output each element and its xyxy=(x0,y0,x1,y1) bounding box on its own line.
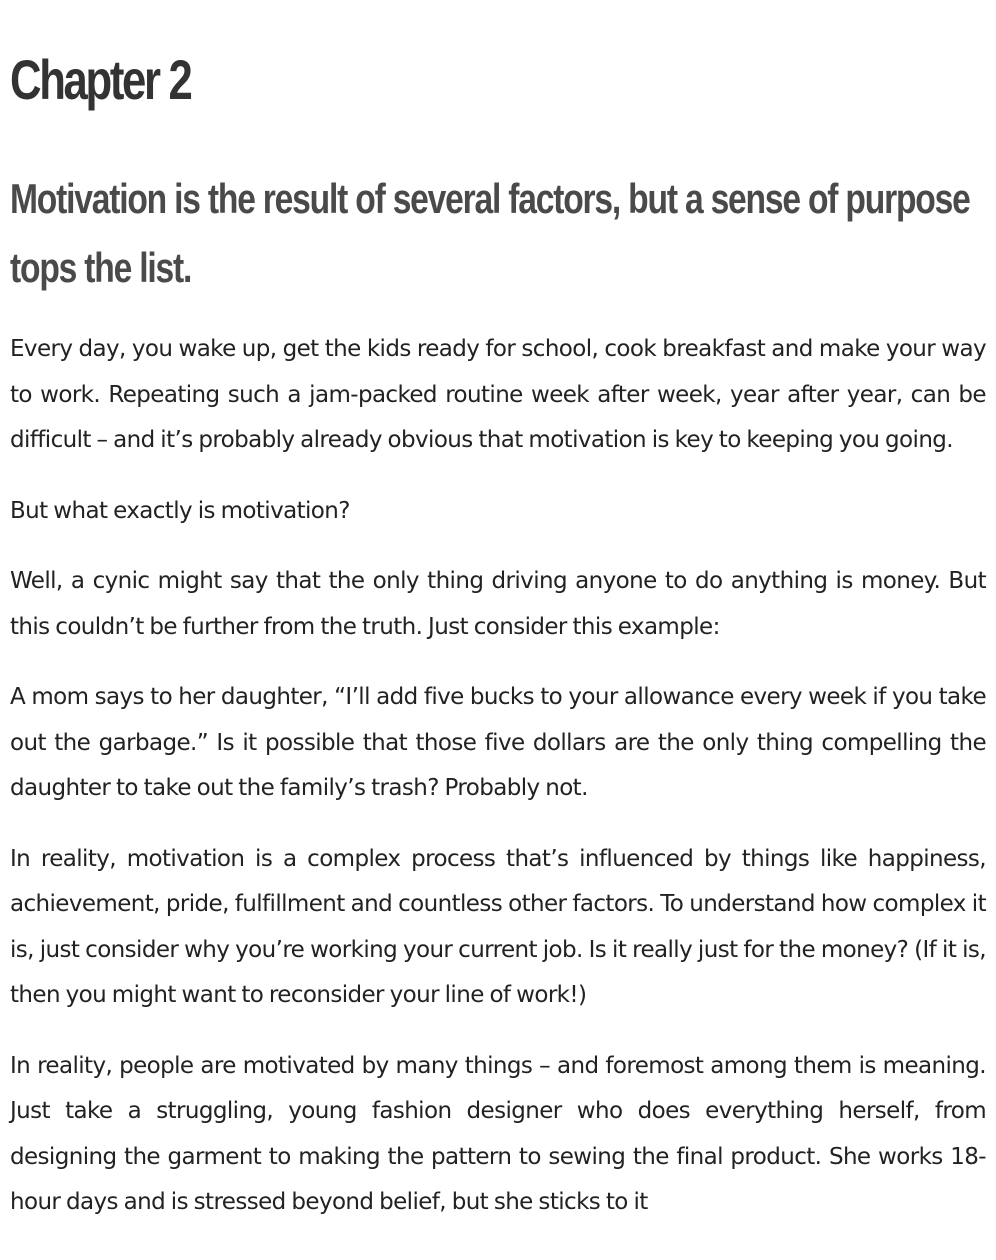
body-text xyxy=(10,327,986,1251)
paragraph: Every day, you wake up, get the kids ready for school, cook breakfast and make your way to work. Repeating such a jam-packed routine week after week, year after year, can be difficult – and it’s probably already obvious that motivation is key to keeping you going. xyxy=(10,336,986,453)
paragraph: In reality, people are motivated by many things – and foremost among them is meaning. Just take a struggling, young fashion designer who does everything herself, from designing the garment to making the pattern to sewing the final product. She works 18-hour days and is stressed beyond belief, but she sticks to it xyxy=(10,1052,986,1215)
paragraph: A mom says to her daughter, “I’ll add five bucks to your allowance every week if you take out the garbage.” Is it possible that those five dollars are the only thing compelling the daughter to take out the family’s trash? Probably not. xyxy=(10,684,986,801)
paragraph: In reality, motivation is a complex process that’s influenced by things like happiness, achievement, pride, fulfillment and countless other factors. To understand how complex it is, just consider why you’re working your current job. Is it really just for the money? (If it is, then you might want to reconsider your line of work!) xyxy=(10,845,986,1008)
paragraph: But what exactly is motivation? xyxy=(10,497,350,524)
paragraph: Well, a cynic might say that the only thing driving anyone to do anything is money. But this couldn’t be further from the truth. Just consider this example: xyxy=(10,568,986,640)
chapter-title: Chapter 2 xyxy=(10,48,191,111)
chapter-subtitle: Motivation is the result of several factors, but a sense of purpose tops the list. xyxy=(10,175,970,291)
